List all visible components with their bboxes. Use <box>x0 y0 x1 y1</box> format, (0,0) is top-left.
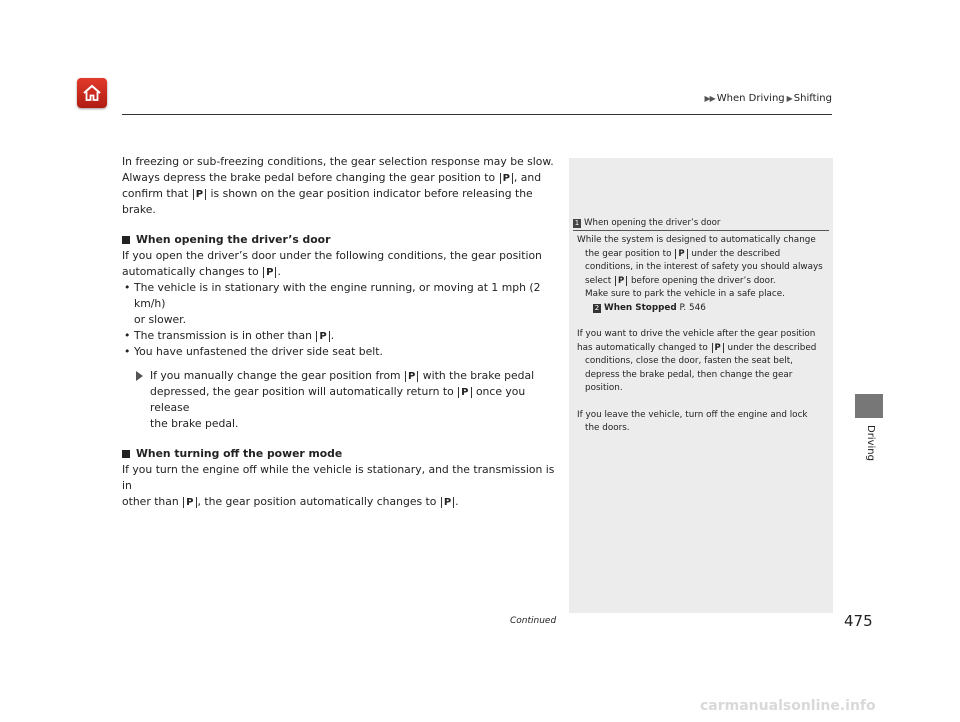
sb-line: If you want to drive the vehicle after the gear position <box>577 329 816 339</box>
square-bullet-icon <box>122 236 130 244</box>
text: has automatically changed to <box>577 342 708 353</box>
gear-p-symbol: P <box>405 371 418 382</box>
section1-line-2: automatically changes to P . <box>122 265 281 278</box>
page-number: 475 <box>844 612 873 630</box>
sb-line: the doors. <box>585 423 630 433</box>
sb-line <box>577 275 829 289</box>
sb-line: depress the brake pedal, then change the gear <box>585 369 793 380</box>
text: automatically changes to <box>122 265 259 278</box>
sb-line: If you leave the vehicle, turn off the engine and lock <box>577 409 808 420</box>
text: the gear position to <box>585 248 672 259</box>
text: Always depress the brake pedal before changing the gear position to <box>122 171 496 184</box>
sidebar-number-badge: 1 <box>574 218 580 227</box>
list-item <box>122 344 562 360</box>
breadcrumb-item-shifting[interactable]: Shifting <box>793 93 832 104</box>
gear-p-symbol: P <box>183 497 196 508</box>
text: The transmission is in other than <box>134 329 312 342</box>
continued-label: Continued <box>510 616 557 626</box>
text: is shown on the gear position indicator before releasing the brake. <box>122 187 533 216</box>
text: You have unfastened the driver side seat belt. <box>134 345 383 358</box>
text: If you manually change the gear position from <box>150 369 401 382</box>
text: The vehicle is in stationary with the engine running, or moving at 1 mph (2 km/h) <box>134 281 541 310</box>
note-line-2 <box>150 384 562 416</box>
heading-text: When turning off the power mode <box>136 447 343 460</box>
intro-line-1 <box>122 154 562 170</box>
gear-p-symbol: P <box>316 331 329 342</box>
text: before opening the driver’s door. <box>630 275 776 286</box>
ref-title: When Stopped <box>604 302 677 313</box>
home-icon <box>81 82 103 104</box>
ref-page: P. 546 <box>679 302 706 313</box>
heading-text: When opening the driver’s door <box>136 233 331 246</box>
section1-line-1: If you open the driver’s door under the following conditions, the gear position <box>122 249 542 262</box>
note-arrow-icon <box>136 371 143 381</box>
section2-line-2: other than P , the gear position automatically changes to P . <box>122 495 459 508</box>
watermark: carmanualsonline.info <box>700 698 876 714</box>
gear-p-symbol: P <box>615 276 627 286</box>
sb-line <box>577 342 829 356</box>
gear-p-symbol: P <box>441 497 454 508</box>
note-line-1 <box>150 368 562 384</box>
home-button[interactable] <box>77 78 107 108</box>
sb-line: position. <box>585 383 623 393</box>
side-tab[interactable] <box>855 394 883 418</box>
section2-line-1: If you turn the engine off while the vehicle is stationary, and the transmission is in <box>122 463 555 492</box>
sidebar-title <box>573 218 720 228</box>
condition-list <box>122 280 562 360</box>
side-tab-label: Driving <box>865 425 876 461</box>
square-bullet-icon <box>122 450 130 458</box>
gear-p-symbol: P <box>263 267 276 278</box>
note-line-3: the brake pedal. <box>150 417 239 430</box>
sidebar-title-text: When opening the driver’s door <box>584 218 721 228</box>
sb-line: conditions, in the interest of safety you should always <box>585 262 823 272</box>
breadcrumb-arrow-icon: ▶ <box>786 94 792 103</box>
sidebar-note-panel <box>569 158 833 613</box>
intro-line-3 <box>122 186 562 218</box>
text: once you release <box>150 385 526 414</box>
text: with the brake pedal <box>422 369 535 382</box>
sb-line: Make sure to park the vehicle in a safe place. <box>585 289 785 299</box>
gear-p-symbol: P <box>712 343 724 353</box>
list-item <box>122 280 562 328</box>
breadcrumb <box>704 93 832 104</box>
sb-line <box>577 248 829 262</box>
intro-line-2 <box>122 170 562 186</box>
text: or slower. <box>134 313 187 326</box>
text: , the gear position automatically changes to <box>197 495 437 508</box>
header-rule <box>122 114 832 115</box>
breadcrumb-arrow-icon: ▶▶ <box>704 94 715 103</box>
text: In freezing or sub-freezing conditions, the gear selection response may be slow. <box>122 155 554 168</box>
text: depressed, the gear position will automatically return to <box>150 385 454 398</box>
gear-p-symbol: P <box>675 249 687 259</box>
list-item: • The transmission is in other than P . <box>122 328 562 344</box>
text: select <box>585 275 612 286</box>
sidebar-body <box>577 234 829 436</box>
sb-line: conditions, close the door, fasten the seat belt, <box>585 356 793 366</box>
gear-p-symbol: P <box>193 189 206 200</box>
gear-p-symbol: P <box>458 387 471 398</box>
section-heading-drivers-door <box>122 232 562 248</box>
section-heading-power-mode <box>122 446 562 462</box>
text: , and <box>513 171 542 184</box>
reference-arrow-icon: 2 <box>594 303 600 312</box>
gear-p-symbol: P <box>500 173 513 184</box>
sb-line: While the system is designed to automatically change <box>577 235 816 245</box>
main-content <box>122 154 562 510</box>
text: other than <box>122 495 179 508</box>
cross-reference-link[interactable] <box>577 302 829 316</box>
breadcrumb-item-when-driving[interactable]: When Driving <box>716 93 785 104</box>
note <box>122 368 562 432</box>
text: under the described <box>691 248 781 259</box>
sidebar-rule <box>573 230 829 231</box>
text: under the described <box>727 342 817 353</box>
text: confirm that <box>122 187 189 200</box>
